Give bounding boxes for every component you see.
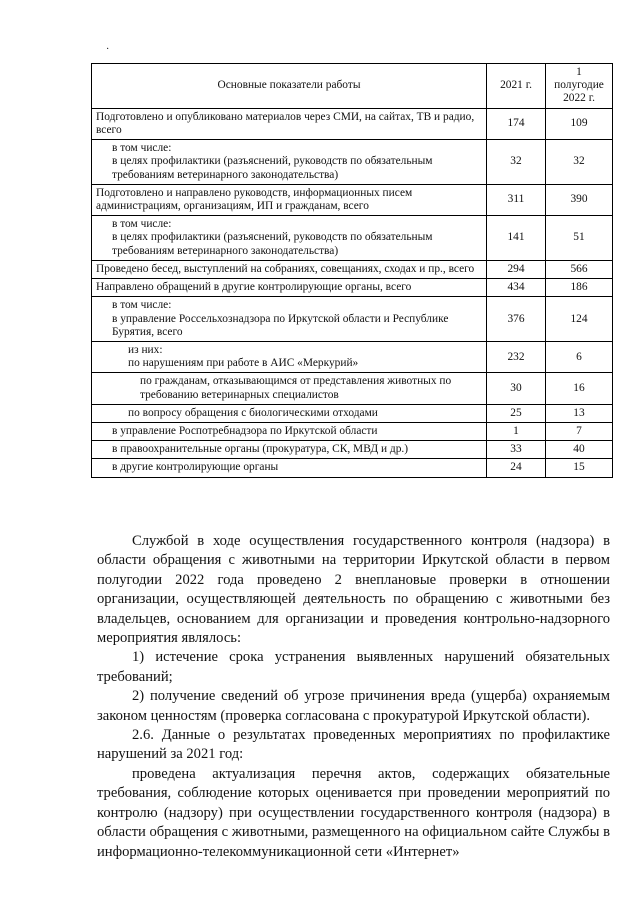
table-row <box>92 404 613 422</box>
header-2022: 1 полугодие 2022 г. <box>546 64 613 109</box>
value-2022-h1: 7 <box>546 423 613 441</box>
table-row <box>92 184 613 215</box>
table-row <box>92 108 613 139</box>
page-mark: · <box>106 44 110 55</box>
value-2021: 30 <box>487 373 546 404</box>
value-2022-h1: 16 <box>546 373 613 404</box>
value-2021: 1 <box>487 423 546 441</box>
paragraph-section-2-6: 2.6. Данные о результатах проведенных мероприятиях по профилактике нарушений за 2021 год: <box>97 727 610 763</box>
table-row <box>92 373 613 404</box>
body-text <box>97 532 610 862</box>
value-2022-h1: 32 <box>546 140 613 185</box>
row-label: в управление Роспотребнадзора по Иркутской области <box>92 423 487 441</box>
row-label: Подготовлено и направлено руководств, информационных писем администрациям, организациям, ИП и гражданам, всего <box>92 184 487 215</box>
value-2021: 24 <box>487 459 546 477</box>
value-2021: 25 <box>487 404 546 422</box>
value-2022-h1: 124 <box>546 297 613 342</box>
row-label: по гражданам, отказывающимся от представления животных по требованию ветеринарных специалистов <box>92 373 487 404</box>
row-label: Направлено обращений в другие контролирующие органы, всего <box>92 279 487 297</box>
row-label: в другие контролирующие органы <box>92 459 487 477</box>
row-label: в том числе: в управление Россельхознадзора по Иркутской области и Республике Бурятия, всего <box>92 297 487 342</box>
value-2021: 33 <box>487 441 546 459</box>
row-label: Подготовлено и опубликовано материалов через СМИ, на сайтах, ТВ и радио, всего <box>92 108 487 139</box>
table-row <box>92 297 613 342</box>
value-2021: 174 <box>487 108 546 139</box>
value-2021: 232 <box>487 341 546 372</box>
table-row <box>92 341 613 372</box>
header-indicator: Основные показатели работы <box>92 64 487 109</box>
value-2021: 32 <box>487 140 546 185</box>
value-2022-h1: 51 <box>546 216 613 261</box>
value-2021: 434 <box>487 279 546 297</box>
value-2022-h1: 390 <box>546 184 613 215</box>
row-label: в том числе: в целях профилактики (разъяснений, руководств по обязательным требованиям ветеринарного законодательства) <box>92 140 487 185</box>
table-row <box>92 459 613 477</box>
header-2021: 2021 г. <box>487 64 546 109</box>
table-row <box>92 140 613 185</box>
value-2022-h1: 566 <box>546 260 613 278</box>
value-2022-h1: 15 <box>546 459 613 477</box>
table-row <box>92 441 613 459</box>
table-row <box>92 216 613 261</box>
paragraph-inspections: Службой в ходе осуществления государственного контроля (надзора) в области обращения с животными на территории Иркутской области в первом полугодии 2022 года проведено 2 внеплановые проверки в отношении организации, осуществляющей деятельность по обращению с животными без владельцев, основанием для организации и проведения контрольно-надзорного мероприятия являлось: <box>97 533 610 647</box>
table-header-row <box>92 64 613 109</box>
value-2021: 376 <box>487 297 546 342</box>
value-2022-h1: 13 <box>546 404 613 422</box>
row-label: по вопросу обращения с биологическими отходами <box>92 404 487 422</box>
paragraph-actualization: проведена актуализация перечня актов, содержащих обязательные требования, соблюдение которых оценивается при проведении мероприятий по контролю (надзору) при осуществлении государственного контроля (надзора) в области обращения с животными, размещенного на официальном сайте Службы в информационно-телекоммуникационной сети «Интернет» <box>97 765 610 860</box>
paragraph-reason-2: 2) получение сведений об угрозе причинения вреда (ущерба) охраняемым законом ценностям (проверка согласована с прокуратурой Иркутской области). <box>97 688 610 724</box>
value-2022-h1: 40 <box>546 441 613 459</box>
table-row <box>92 279 613 297</box>
paragraph-reason-1: 1) истечение срока устранения выявленных нарушений обязательных требований; <box>97 649 610 685</box>
value-2022-h1: 186 <box>546 279 613 297</box>
table-row <box>92 423 613 441</box>
value-2021: 311 <box>487 184 546 215</box>
indicators-table <box>91 63 613 478</box>
row-label: в том числе: в целях профилактики (разъяснений, руководств по обязательным требованиям ветеринарного законодательства) <box>92 216 487 261</box>
value-2022-h1: 6 <box>546 341 613 372</box>
value-2021: 294 <box>487 260 546 278</box>
row-label: Проведено бесед, выступлений на собраниях, совещаниях, сходах и пр., всего <box>92 260 487 278</box>
row-label: в правоохранительные органы (прокуратура, СК, МВД и др.) <box>92 441 487 459</box>
value-2021: 141 <box>487 216 546 261</box>
table-row <box>92 260 613 278</box>
value-2022-h1: 109 <box>546 108 613 139</box>
row-label: из них: по нарушениям при работе в АИС «Меркурий» <box>92 341 487 372</box>
